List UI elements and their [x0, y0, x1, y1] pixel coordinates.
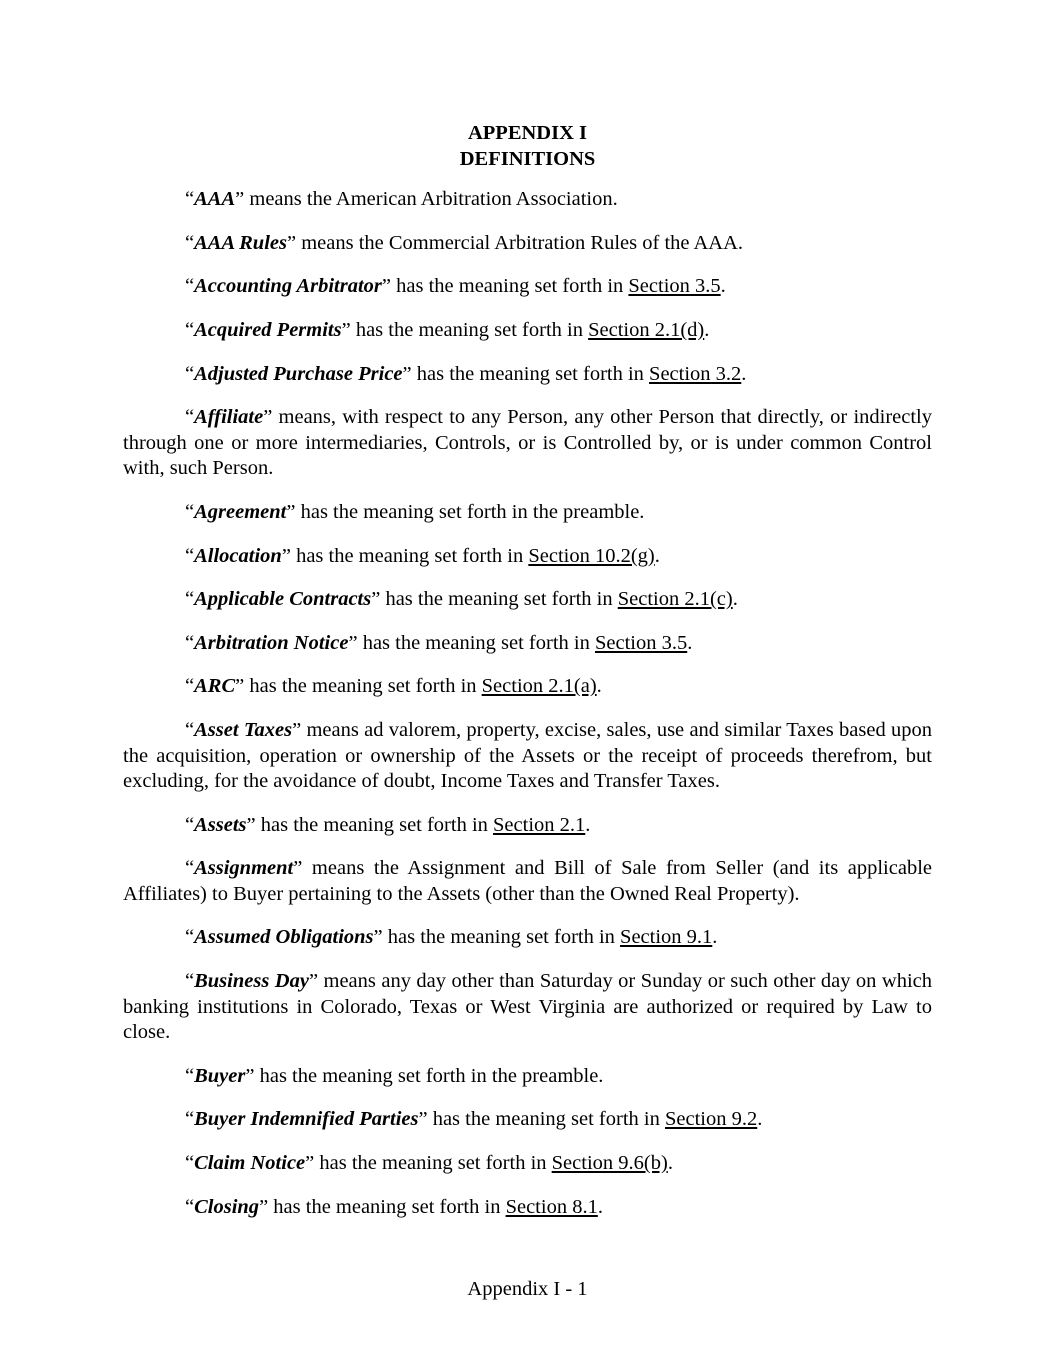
- open-quote: “: [185, 1152, 195, 1175]
- appendix-title-line1: APPENDIX I: [467, 122, 588, 144]
- definition-text: .: [654, 544, 660, 567]
- definition-paragraph: [123, 231, 932, 257]
- definition-text: means the Commercial Arbitration Rules of the AAA.: [296, 231, 744, 254]
- open-quote: “: [185, 813, 195, 836]
- definition-paragraph: [123, 362, 932, 388]
- definition-paragraph: [123, 274, 932, 300]
- section-reference: Section 9.6(b): [551, 1152, 668, 1175]
- close-quote: ”: [259, 1195, 269, 1218]
- definition-paragraph: [123, 969, 932, 1046]
- definition-term: Acquired Permits: [194, 318, 342, 341]
- definition-text: means the Assignment and Bill of Sale from Seller (and its applicable Affiliates) to Buyer pertaining to the Assets (other than the Owned Real Property).: [123, 857, 932, 905]
- definition-text: has the meaning set forth in: [255, 813, 494, 836]
- definition-paragraph: [123, 405, 932, 482]
- definition-paragraph: [123, 587, 932, 613]
- open-quote: “: [185, 275, 195, 298]
- open-quote: “: [185, 544, 195, 567]
- close-quote: ”: [308, 970, 319, 993]
- open-quote: “: [185, 970, 195, 993]
- definition-paragraph: [123, 925, 932, 951]
- definition-term: Buyer Indemnified Parties: [194, 1108, 419, 1131]
- close-quote: ”: [263, 406, 273, 429]
- section-reference: Section 2.1(c): [617, 588, 733, 611]
- definition-text: means, with respect to any Person, any other Person that directly, or indirectly through one or more intermediaries, Controls, or is Controlled by, or is under common Control with, such Person.: [123, 406, 932, 480]
- definition-text: .: [720, 275, 726, 298]
- definition-paragraph: [123, 631, 932, 657]
- section-reference: Section 10.2(g): [528, 544, 655, 567]
- close-quote: ”: [292, 718, 302, 741]
- definition-text: .: [687, 631, 693, 654]
- definition-term: Assumed Obligations: [194, 926, 374, 949]
- definition-paragraph: [123, 544, 932, 570]
- close-quote: ”: [245, 1064, 255, 1087]
- close-quote: ”: [235, 675, 245, 698]
- section-reference: Section 9.2: [664, 1108, 758, 1131]
- definition-term: AAA: [194, 188, 236, 211]
- close-quote: ”: [235, 188, 245, 211]
- definition-term: Accounting Arbitrator: [194, 275, 382, 298]
- definition-text: has the meaning set forth in: [268, 1195, 506, 1218]
- close-quote: ”: [246, 813, 256, 836]
- definition-text: .: [757, 1108, 763, 1131]
- page-footer: Appendix I - 1: [467, 1278, 588, 1300]
- definition-term: Buyer: [194, 1064, 246, 1087]
- definition-term: Assignment: [194, 857, 294, 880]
- close-quote: ”: [418, 1108, 428, 1131]
- definition-text: has the meaning set forth in: [314, 1152, 552, 1175]
- definition-term: Applicable Contracts: [194, 588, 372, 611]
- open-quote: “: [185, 1064, 195, 1087]
- definition-term: Claim Notice: [194, 1152, 306, 1175]
- close-quote: ”: [348, 631, 358, 654]
- open-quote: “: [185, 926, 195, 949]
- section-reference: Section 2.1: [493, 813, 586, 836]
- section-reference: Section 3.5: [628, 275, 721, 298]
- definition-text: has the meaning set forth in: [290, 544, 529, 567]
- section-reference: Section 3.5: [594, 631, 688, 654]
- section-reference: Section 2.1(d): [588, 318, 705, 341]
- close-quote: ”: [373, 926, 383, 949]
- definition-paragraph: [123, 187, 932, 213]
- definition-term: Closing: [194, 1195, 260, 1218]
- close-quote: ”: [281, 544, 291, 567]
- definition-text: has the meaning set forth in: [350, 318, 589, 341]
- definition-paragraph: [123, 718, 932, 795]
- definition-term: Affiliate: [194, 406, 264, 429]
- definition-term: Agreement: [194, 500, 287, 523]
- section-reference: Section 3.2: [649, 362, 742, 385]
- definition-text: has the meaning set forth in the preamble.: [254, 1064, 604, 1087]
- definition-text: .: [712, 926, 718, 949]
- definition-text: .: [667, 1152, 673, 1175]
- close-quote: ”: [286, 231, 297, 254]
- open-quote: “: [185, 362, 195, 385]
- definition-term: Business Day: [194, 970, 309, 993]
- open-quote: “: [185, 500, 195, 523]
- definition-text: means any day other than Saturday or Sunday or such other day on which banking institutions in Colorado, Texas or West Virginia are authorized or required by Law to close.: [123, 970, 932, 1044]
- close-quote: ”: [286, 500, 296, 523]
- definition-paragraph: [123, 813, 932, 839]
- definition-paragraph: [123, 1107, 932, 1133]
- definition-text: has the meaning set forth in: [391, 275, 629, 298]
- open-quote: “: [185, 857, 195, 880]
- close-quote: ”: [402, 362, 412, 385]
- definition-paragraph: [123, 1195, 932, 1221]
- definition-text: has the meaning set forth in: [382, 926, 621, 949]
- open-quote: “: [185, 318, 195, 341]
- open-quote: “: [185, 718, 195, 741]
- open-quote: “: [185, 631, 195, 654]
- definition-term: Asset Taxes: [194, 718, 293, 741]
- definition-text: has the meaning set forth in the preamble.: [295, 500, 645, 523]
- appendix-title: [123, 121, 932, 172]
- definition-text: .: [704, 318, 710, 341]
- definition-paragraph: [123, 674, 932, 700]
- definition-term: ARC: [194, 675, 236, 698]
- definition-paragraph: [123, 856, 932, 907]
- definition-text: has the meaning set forth in: [380, 588, 618, 611]
- definition-paragraph: [123, 318, 932, 344]
- definition-paragraph: [123, 500, 932, 526]
- open-quote: “: [185, 588, 195, 611]
- open-quote: “: [185, 188, 195, 211]
- section-reference: Section 9.1: [620, 926, 713, 949]
- definition-text: .: [597, 1195, 603, 1218]
- definition-text: has the meaning set forth in: [357, 631, 595, 654]
- definition-term: Arbitration Notice: [194, 631, 349, 654]
- definition-term: AAA Rules: [194, 231, 287, 254]
- definition-text: .: [585, 813, 591, 836]
- definition-term: Assets: [194, 813, 247, 836]
- definition-text: .: [596, 675, 602, 698]
- open-quote: “: [185, 1108, 195, 1131]
- open-quote: “: [185, 1195, 195, 1218]
- definition-text: has the meaning set forth in: [411, 362, 650, 385]
- close-quote: ”: [371, 588, 381, 611]
- close-quote: ”: [381, 275, 391, 298]
- close-quote: ”: [305, 1152, 315, 1175]
- definition-text: means the American Arbitration Association.: [244, 188, 618, 211]
- appendix-title-line2: DEFINITIONS: [459, 147, 596, 170]
- section-reference: Section 8.1: [505, 1195, 598, 1218]
- definition-text: .: [732, 588, 738, 611]
- definition-paragraph: [123, 1064, 932, 1090]
- definition-text: .: [741, 362, 747, 385]
- definition-text: has the meaning set forth in: [427, 1108, 665, 1131]
- definition-term: Adjusted Purchase Price: [194, 362, 403, 385]
- section-reference: Section 2.1(a): [481, 675, 597, 698]
- definition-text: means ad valorem, property, excise, sales, use and similar Taxes based upon the acquisition, operation or ownership of the Assets or the receipt of proceeds therefrom, but excluding, for the avoidance of doubt, Income Taxes and Transfer Taxes.: [123, 718, 933, 793]
- definition-paragraph: [123, 1151, 932, 1177]
- definition-text: has the meaning set forth in: [244, 675, 482, 698]
- close-quote: ”: [341, 318, 351, 341]
- open-quote: “: [185, 675, 195, 698]
- definition-term: Allocation: [194, 544, 282, 567]
- open-quote: “: [185, 406, 195, 429]
- open-quote: “: [185, 231, 195, 254]
- close-quote: ”: [293, 857, 303, 880]
- definitions-list: [123, 187, 932, 1220]
